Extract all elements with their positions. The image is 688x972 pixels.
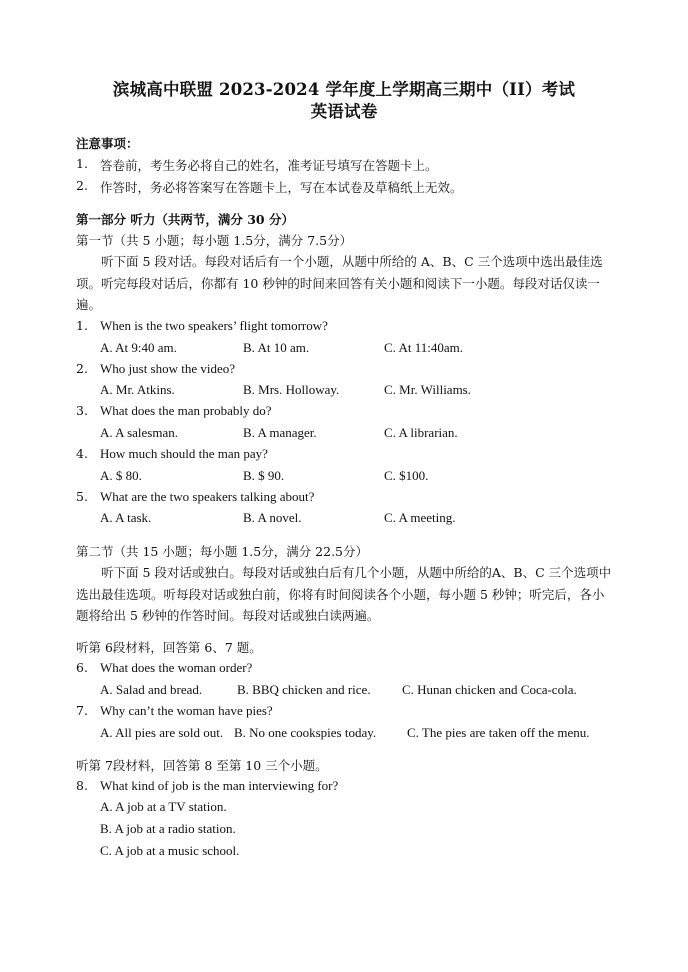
option-b: B. Mrs. Holloway. <box>243 382 340 397</box>
question-number: 1. <box>76 318 88 333</box>
section2-instruction: 听下面 5 段对话或独白。每段对话或独白后有几个小题，从题中所给的A、B、C 三个选项中选出最佳选项。听每段对话或独白前，你将有时间阅读各个小题，每小题 5 秒钟；听完后，各小题将给出 5 秒钟的作答时间。每段对话或独白读两遍。 <box>76 565 612 623</box>
notice-item-text: 答卷前，考生务必将自己的姓名，准考证号填写在答题卡上。 <box>100 158 438 173</box>
option-a: A. $ 80. <box>100 468 142 483</box>
question-text: Why can’t the woman have pies? <box>100 703 273 718</box>
option-c: C. $100. <box>384 468 429 483</box>
part1-heading: 第一部分 听力（共两节，满分 30 分） <box>76 212 294 227</box>
material-note: 听第 7段材料，回答第 8 至第 10 三个小题。 <box>76 758 328 773</box>
notice-item-num: 2. <box>76 178 88 193</box>
question-number: 7. <box>76 703 88 718</box>
question-text: What does the man probably do? <box>100 403 272 418</box>
option-a: A. Salad and bread. <box>100 682 203 697</box>
option-b: B. $ 90. <box>243 468 285 483</box>
material-note: 听第 6段材料，回答第 6、7 题。 <box>76 640 262 655</box>
option-c: C. The pies are taken off the menu. <box>407 725 590 740</box>
option-a: A. Mr. Atkins. <box>100 382 175 397</box>
section2-heading: 第二节（共 15 小题；每小题 1.5分，满分 22.5分） <box>76 544 369 559</box>
exam-title: 滨城高中联盟 2023-2024 学年度上学期高三期中（II）考试 <box>112 80 576 99</box>
option-a: A. A job at a TV station. <box>100 799 227 814</box>
option-a: A. A salesman. <box>100 425 178 440</box>
option-b: B. A novel. <box>243 510 302 525</box>
exam-subtitle: 英语试卷 <box>310 102 378 121</box>
option-a: A. At 9:40 am. <box>100 340 177 355</box>
section1-heading: 第一节（共 5 小题；每小题 1.5分，满分 7.5分） <box>76 233 353 248</box>
question-number: 2. <box>76 361 88 376</box>
option-c: C. A librarian. <box>384 425 458 440</box>
option-b: B. BBQ chicken and rice. <box>237 682 371 697</box>
option-b: B. A job at a radio station. <box>100 821 236 836</box>
option-c: C. Hunan chicken and Coca-cola. <box>402 682 577 697</box>
option-a: A. A task. <box>100 510 152 525</box>
option-b: B. At 10 am. <box>243 340 310 355</box>
question-number: 5. <box>76 489 88 504</box>
question-text: What kind of job is the man interviewing for? <box>100 778 339 793</box>
notice-item-text: 作答时，务必将答案写在答题卡上，写在本试卷及草稿纸上无效。 <box>100 180 463 195</box>
option-c: C. A job at a music school. <box>100 843 240 858</box>
option-b: B. A manager. <box>243 425 317 440</box>
question-number: 6. <box>76 660 88 675</box>
question-number: 4. <box>76 446 88 461</box>
question-number: 3. <box>76 403 88 418</box>
question-text: When is the two speakers’ flight tomorrow? <box>100 318 328 333</box>
option-c: C. At 11:40am. <box>384 340 463 355</box>
question-text: What does the woman order? <box>100 660 253 675</box>
option-b: B. No one cookspies today. <box>234 725 377 740</box>
section1-instruction: 听下面 5 段对话。每段对话后有一个小题，从题中所给的 A、B、C 三个选项中选出最佳选项。听完每段对话后，你都有 10 秒钟的时间来回答有关小题和阅读下一小题。每段对话仅读一遍。 <box>76 254 603 312</box>
option-c: C. A meeting. <box>384 510 456 525</box>
option-a: A. All pies are sold out. <box>100 725 224 740</box>
question-number: 8. <box>76 778 88 793</box>
question-text: How much should the man pay? <box>100 446 268 461</box>
option-c: C. Mr. Williams. <box>384 382 471 397</box>
question-text: What are the two speakers talking about? <box>100 489 315 504</box>
notice-item-num: 1. <box>76 156 88 171</box>
question-text: Who just show the video? <box>100 361 236 376</box>
notice-heading: 注意事项： <box>76 136 139 151</box>
